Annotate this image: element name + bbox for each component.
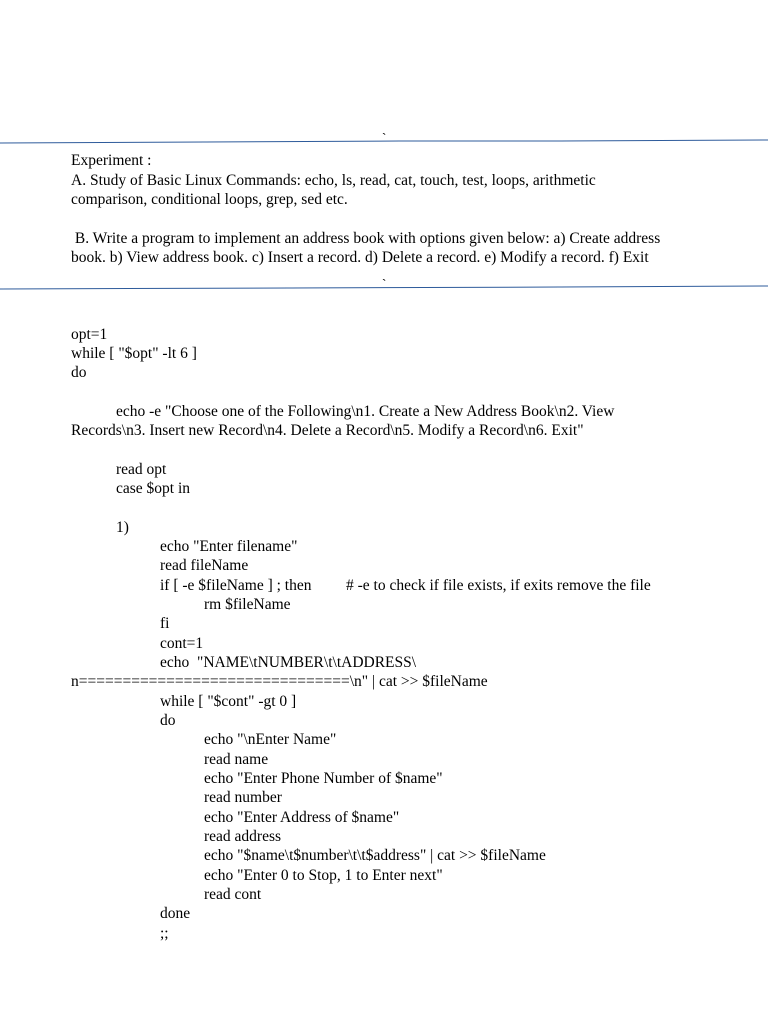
code-line: read opt [116, 461, 167, 478]
code-line: echo "Enter filename" [160, 538, 298, 555]
header-bottom-tick: ` [382, 276, 387, 291]
code-line: n===============================\n" | cat >> $fileName [71, 673, 488, 690]
code-line: if [ -e $fileName ] ; then [160, 577, 312, 594]
part-b-line-1: B. Write a program to implement an address book with options given below: a) Create address [71, 230, 661, 247]
code-line: opt=1 [71, 326, 108, 343]
experiment-label: Experiment : [71, 152, 152, 169]
code-line: rm $fileName [204, 596, 291, 613]
code-line: echo "Enter Phone Number of $name" [204, 770, 443, 787]
code-line: read cont [204, 886, 262, 903]
code-line: echo "Enter Address of $name" [204, 809, 400, 826]
part-b-line-2: book. b) View address book. c) Insert a record. d) Delete a record. e) Modify a record. f) Exit [71, 249, 649, 266]
code-line: case $opt in [116, 480, 191, 497]
code-line: echo -e "Choose one of the Following\n1. Create a New Address Book\n2. View [116, 403, 615, 420]
code-line: read name [204, 751, 269, 768]
code-line: while [ "$opt" -lt 6 ] [71, 345, 197, 362]
code-line: echo "$name\t$number\t\t$address" | cat >> $fileName [204, 847, 546, 864]
part-a-line-1: A. Study of Basic Linux Commands: echo, ls, read, cat, touch, test, loops, arithmetic [71, 172, 596, 189]
code-line: do [71, 364, 87, 381]
code-line: read fileName [160, 557, 249, 574]
code-line: while [ "$cont" -gt 0 ] [160, 693, 297, 710]
code-line: do [160, 712, 176, 729]
code-line: read address [204, 828, 282, 845]
code-line: echo "NAME\tNUMBER\t\tADDRESS\ [160, 654, 417, 671]
code-line: ;; [160, 925, 169, 942]
code-line: read number [204, 789, 282, 806]
code-line: 1) [116, 519, 129, 536]
code-line: fi [160, 615, 170, 632]
header-top-tick: ` [382, 130, 387, 145]
code-line: done [160, 905, 191, 922]
code-line: echo "Enter 0 to Stop, 1 to Enter next" [204, 867, 443, 884]
part-a-line-2: comparison, conditional loops, grep, sed etc. [71, 191, 348, 208]
code-comment: # -e to check if file exists, if exits remove the file [346, 577, 651, 594]
code-line: Records\n3. Insert new Record\n4. Delete a Record\n5. Modify a Record\n6. Exit" [71, 422, 584, 439]
code-line: echo "\nEnter Name" [204, 731, 337, 748]
code-line: cont=1 [160, 635, 204, 652]
